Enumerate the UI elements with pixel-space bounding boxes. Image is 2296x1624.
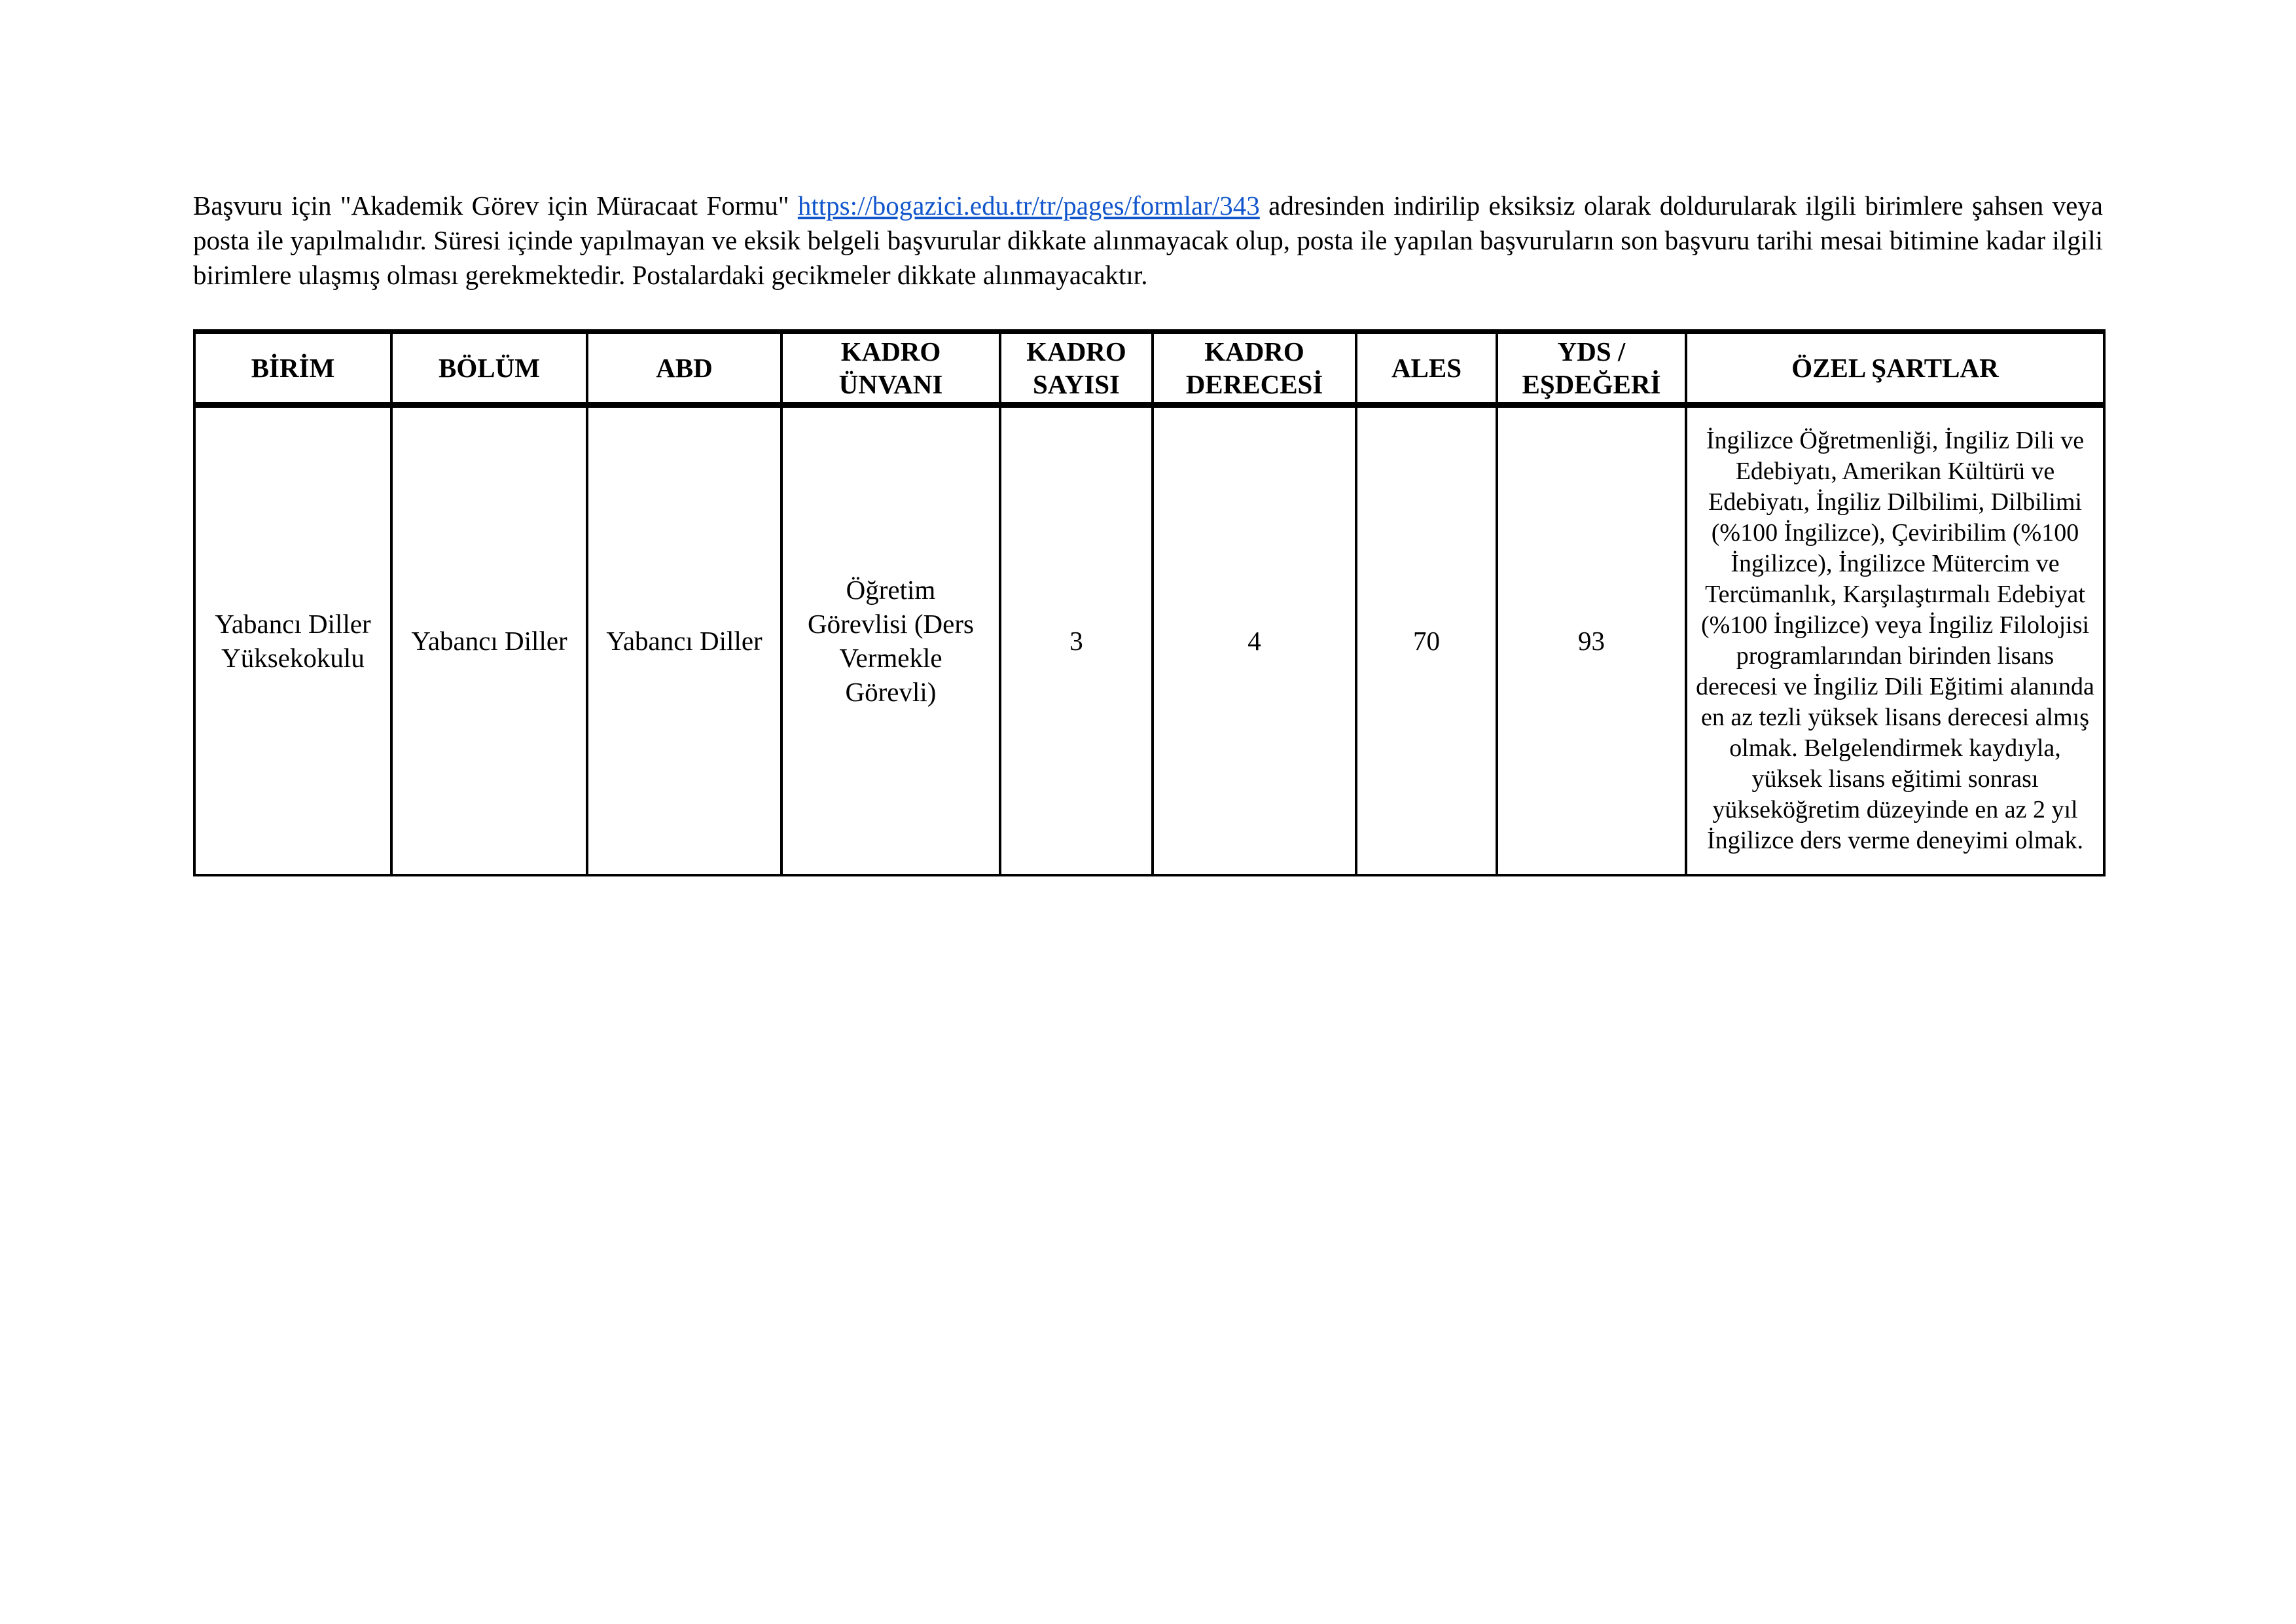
application-form-link[interactable]: https://bogazici.edu.tr/tr/pages/formlar/343 [797, 190, 1260, 221]
job-postings-table [193, 329, 2106, 876]
cell-abd: Yabancı Diller [587, 405, 781, 876]
table-header-row [194, 332, 2104, 405]
header-kadro-sayisi: KADRO SAYISI [1000, 332, 1153, 405]
cell-ales: 70 [1356, 405, 1497, 876]
header-birim: BİRİM [194, 332, 391, 405]
cell-kadro-derecesi: 4 [1153, 405, 1356, 876]
header-bolum: BÖLÜM [391, 332, 587, 405]
header-kadro-unvani: KADRO ÜNVANI [781, 332, 1000, 405]
table-row [194, 405, 2104, 876]
cell-yds-esdegeri: 93 [1497, 405, 1686, 876]
header-yds-esdegeri: YDS / EŞDEĞERİ [1497, 332, 1686, 405]
cell-kadro-sayisi: 3 [1000, 405, 1153, 876]
cell-bolum: Yabancı Diller [391, 405, 587, 876]
header-kadro-derecesi: KADRO DERECESİ [1153, 332, 1356, 405]
cell-ozel-sartlar: İngilizce Öğretmenliği, İngiliz Dili ve Edebiyatı, Amerikan Kültürü ve Edebiyatı, İngiliz Dilbilimi, Dilbilimi (%100 İngilizce), Çeviribilim (%100 İngilizce), İngilizce Mütercim ve Tercümanlık, Karşılaştırmalı Edebiyat (%100 İngilizce) veya İngiliz Filolojisi programlarından birinden lisans derecesi ve İngiliz Dili Eğitimi alanında en az tezli yüksek lisans derecesi almış olmak. Belgelendirmek kaydıyla, yüksek lisans eğitimi sonrası yükseköğretim düzeyinde en az 2 yıl İngilizce ders verme deneyimi olmak. [1686, 405, 2104, 876]
header-ales: ALES [1356, 332, 1497, 405]
header-abd: ABD [587, 332, 781, 405]
header-ozel-sartlar: ÖZEL ŞARTLAR [1686, 332, 2104, 405]
intro-text-before-link: Başvuru için "Akademik Görev için Müracaat Formu" [193, 190, 798, 221]
cell-birim: Yabancı Diller Yüksekokulu [194, 405, 391, 876]
intro-text-after-link: adresinden indirilip eksiksiz olarak doldurularak ilgili birimlere şahsen veya posta ile yapılmalıdır. Süresi içinde yapılmayan ve eksik belgeli başvurular dikkate alınmayacak olup, posta ile yapılan başvuruların son başvuru tarihi mesai bitimine kadar ilgili birimlere ulaşmış olması gerekmektedir. Postalardaki gecikmeler dikkate alınmayacaktır. [193, 190, 2103, 290]
document-content [193, 189, 2103, 876]
cell-kadro-unvani: Öğretim Görevlisi (Ders Vermekle Görevli) [781, 405, 1000, 876]
intro-paragraph [193, 189, 2103, 293]
